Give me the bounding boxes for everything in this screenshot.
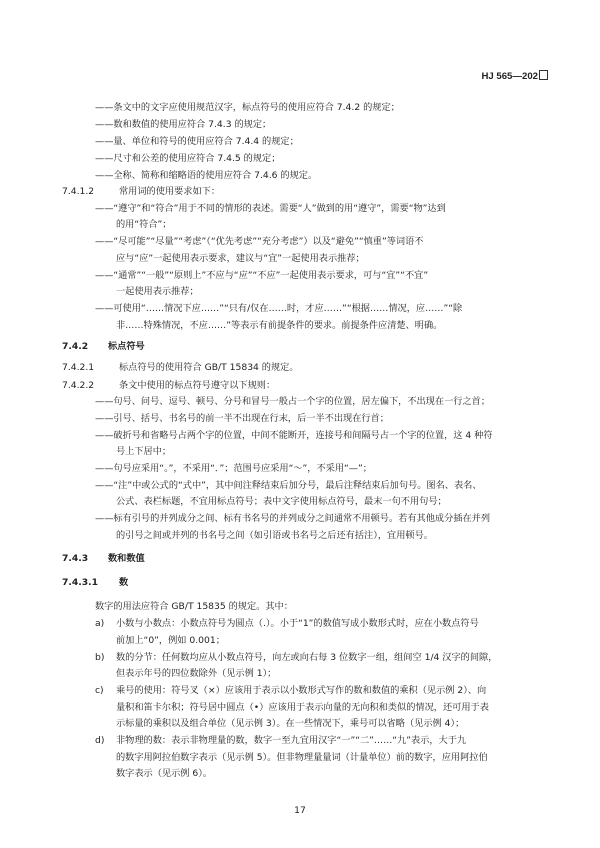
list-item: ——全称、简称和缩略语的使用应符合 7.4.6 的规定。 [95,170,318,181]
list-item-continuation: 非……特殊情况，不应……”等表示有前提条件的要求。前提条件应清楚、明确。 [116,320,443,331]
list-item-continuation: 号上下居中； [116,446,172,457]
list-item: ——条文中的文字应使用规范汉字，标点符号的使用应符合 7.4.2 的规定； [95,102,400,113]
list-item: ——“通常”“一般”“原则上”不应与“应”“不应”一起使用表示要求，可与“宜”“不宜” [95,270,429,281]
document-code-header [481,70,548,82]
item-label: a) [95,618,105,629]
list-item-continuation: 公式、表栏标题，不宜用标点符号；表中文字使用标点符号，最末一句不用句号； [116,496,447,507]
page-number: 17 [294,805,306,816]
section-number: 7.4.3 [62,553,89,564]
section-title: 数和数值 [108,553,145,564]
list-item-continuation: 但表示年号的四位数除外（见示例 1）； [116,668,277,679]
list-item-continuation: 的用“符合”； [116,219,172,230]
list-item: ——可使用“……情况下应……”“只有/仅在……时，才应……”“根据……情况，应……”“除 [95,303,463,314]
list-item: 数的分节：任何数均应从小数点符号，向左或向右每 3 位数字一组，组间空 1/4 汉字的间隙， [116,652,498,663]
list-item: ——破折号和省略号占两个字的位置，中间不能断开，连接号和间隔号占一个字的位置，这 4 种符 [95,430,493,441]
list-item: ——尺寸和公差的使用应符合 7.4.5 的规定； [95,153,281,164]
section-number: 7.4.2 [62,341,89,352]
list-item-continuation: 前加上“0”，例如 0.001； [116,635,225,646]
list-item-continuation: 一起使用表示推荐； [116,286,199,297]
list-item-continuation: 示标量的乘积以及组合单位（见示例 3）。在一些情况下，乘号可以省略（见示例 4）； [116,718,465,729]
list-item: ——“注”中或公式的“式中”，其中间注释结束后加分号，最后注释结束后加句号。图名、表名、 [95,480,482,491]
clause-number: 7.4.2.1 [62,362,95,373]
item-label: b) [95,652,105,663]
list-item: ——“尽可能”“尽量”“考虑”（“优先考虑”“充分考虑”）以及“避免”“慎重”等词语不 [95,236,424,247]
clause-title: 常用词的使用要求如下： [119,186,221,197]
list-item: 小数与小数点：小数点符号为圆点（.）。小于“1”的数值写成小数形式时，应在小数点符号 [116,618,479,629]
placeholder-box-icon [539,70,548,80]
list-item-continuation: 的引号之间或并列的书名号之间（如引语或书名号之后还有括注），宜用顿号。 [116,530,433,541]
section-title: 标点符号 [108,341,145,352]
list-item: ——数和数值的使用应符合 7.4.3 的规定； [95,119,272,130]
item-label: c) [95,685,104,696]
list-item-continuation: 量积和笛卡尔积；符号居中圆点（•）应该用于表示向量的无向积和类似的情况，还可用于表 [116,702,489,713]
list-item: ——量、单位和符号的使用应符合 7.4.4 的规定； [95,136,299,147]
list-item-continuation: 的数字用阿拉伯数字表示（见示例 5）。但非物理量量词（计量单位）前的数字，应用阿拉伯 [116,752,488,763]
document-code: HJ 565—202 [481,71,538,82]
list-item: 非物理的数：表示非物理量的数，数字一至九宜用汉字“一”“二”……“九”表示，大于九 [116,735,467,746]
list-item: 乘号的使用：符号叉（×）应该用于表示以小数形式写作的数和数值的乘积（见示例 2）、向 [116,685,487,696]
clause-number: 7.4.3.1 [62,577,99,588]
list-item: ——引号、括号、书名号的前一半不出现在行末，后一半不出现在行首； [95,413,389,424]
clause-intro: 数字的用法应符合 GB/T 15835 的规定。其中： [95,601,293,612]
list-item-continuation: 数字表示（见示例 6）。 [116,768,213,779]
list-item: ——标有引号的并列成分之间、标有书名号的并列成分之间通常不用顿号。若有其他成分插在并列 [95,513,491,524]
item-label: d) [95,735,105,746]
clause-number: 7.4.2.2 [62,380,95,391]
list-item: ——“遵守”和“符合”用于不同的情形的表述。需要“人”做到的用“遵守”，需要“物”达到 [95,203,446,214]
list-item: ——句号、问号、逗号、顿号、分号和冒号一般占一个字的位置，居左偏下，不出现在一行之首； [95,396,491,407]
clause-text: 标点符号的使用符合 GB/T 15834 的规定。 [119,362,299,373]
list-item: ——句号应采用“。”，不采用“．”；范围号应采用“～”，不采用“—”； [95,463,372,474]
list-item-continuation: 应与“应”一起使用表示要求，建议与“宜”一起使用表示推荐； [116,253,365,264]
clause-number: 7.4.1.2 [62,186,95,197]
clause-title: 数 [119,577,129,588]
clause-title: 条文中使用的标点符号遵守以下规则： [119,380,276,391]
